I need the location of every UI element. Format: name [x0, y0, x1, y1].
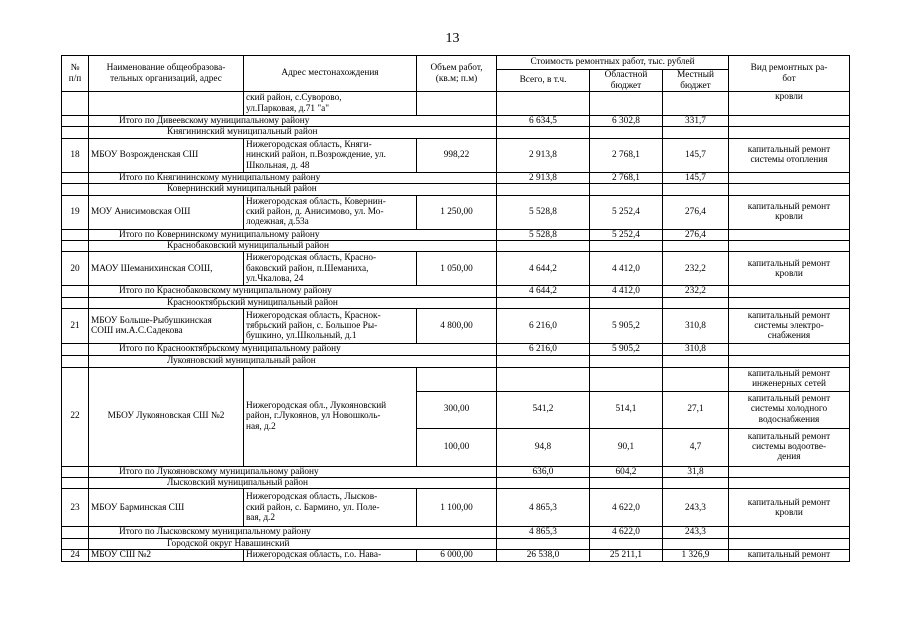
cell-local: 27,1	[663, 391, 729, 428]
cell-work-type: капитальный ремонт системы холодного водоснабжения	[729, 391, 850, 428]
cell-regional: 6 302,8	[590, 116, 663, 127]
cell-local: 276,4	[663, 195, 729, 229]
district-header-row	[62, 241, 850, 252]
table-row	[62, 195, 850, 229]
total-label: Итого по Краснооктябрьскому муниципальному району	[89, 344, 497, 355]
table-row	[62, 138, 850, 172]
header-volume: Объем работ, (кв.м; п.м)	[417, 56, 497, 92]
cell-volume: 100,00	[417, 428, 497, 466]
cell-regional: 4 622,0	[590, 527, 663, 538]
district-header-row	[62, 127, 850, 138]
district-header-row	[62, 355, 850, 367]
cell-local: 310,8	[663, 344, 729, 355]
cell-address: Нижегородская область, Ковернин- ский район, д. Анисимово, ул. Мо- лодежная, д.53а	[244, 195, 417, 229]
cell-total: 6 216,0	[497, 344, 590, 355]
cell-local: 276,4	[663, 229, 729, 240]
cell-num: 21	[62, 309, 89, 344]
cell-local: 1 326,9	[663, 550, 729, 561]
cell-volume: 300,00	[417, 391, 497, 428]
total-label: Итого по Дивеевскому муниципальному району	[89, 116, 497, 127]
total-label: Итого по Княгининскому муниципальному району	[89, 172, 497, 183]
cell-regional: 4 412,0	[590, 286, 663, 297]
cell-org: МОУ Анисимовская ОШ	[89, 195, 244, 229]
cell-num: 19	[62, 195, 89, 229]
cell-regional: 5 252,4	[590, 195, 663, 229]
cell-volume: 1 100,00	[417, 489, 497, 527]
total-label: Итого по Ковернинскому муниципальному району	[89, 229, 497, 240]
cell-work-type: капитальный ремонт инженерных сетей	[729, 367, 850, 391]
cell-local: 145,7	[663, 138, 729, 172]
cell-total: 4 865,3	[497, 489, 590, 527]
cell-volume: 1 050,00	[417, 252, 497, 286]
cell-address: ский район, с.Суворово, ул.Парковая, д.71 "а"	[244, 92, 417, 116]
header-total: Всего, в т.ч.	[497, 70, 590, 92]
cell-address: Нижегородская область, Лысков- ский район, с. Бармино, ул. Поле- вая, д.2	[244, 489, 417, 527]
cell-total: 541,2	[497, 391, 590, 428]
header-address: Адрес местонахождения	[244, 56, 417, 92]
district-total-row	[62, 172, 850, 183]
header-regional: Областной бюджет	[590, 70, 663, 92]
cell-local: 243,3	[663, 489, 729, 527]
district-total-row	[62, 527, 850, 538]
cell-total: 2 913,8	[497, 172, 590, 183]
cell-org: МАОУ Шеманихинская СОШ,	[89, 252, 244, 286]
cell-regional: 4 622,0	[590, 489, 663, 527]
cell-org: МБОУ СШ №2	[89, 550, 244, 561]
cell-regional: 2 768,1	[590, 172, 663, 183]
cell-work-type: капитальный ремонт кровли	[729, 489, 850, 527]
cell-regional: 25 211,1	[590, 550, 663, 561]
cell-total: 636,0	[497, 466, 590, 477]
district-total-row	[62, 286, 850, 297]
total-label: Итого по Лукояновскому муниципальному району	[89, 466, 497, 477]
table-row	[62, 252, 850, 286]
cell-num: 20	[62, 252, 89, 286]
cell-regional: 514,1	[590, 391, 663, 428]
cell-org: МБОУ Больше-Рыбушкинская СОШ им.А.С.Садекова	[89, 309, 244, 344]
table-row	[62, 489, 850, 527]
district-header-row	[62, 538, 850, 549]
cell-local: 4,7	[663, 428, 729, 466]
cell-org: МБОУ Барминская СШ	[89, 489, 244, 527]
total-label: Итого по Краснобаковскому муниципальному району	[89, 286, 497, 297]
cell-volume: 4 800,00	[417, 309, 497, 344]
district-name: Краснооктябрьский муниципальный район	[89, 297, 497, 308]
table-header-row	[62, 56, 850, 70]
cell-total: 4 644,2	[497, 286, 590, 297]
cell-regional: 5 905,2	[590, 309, 663, 344]
header-work-type: Вид ремонтных ра- бот	[729, 56, 850, 92]
cell-num: 24	[62, 550, 89, 561]
cell-org: МБОУ Возрожденская СШ	[89, 138, 244, 172]
cell-num: 23	[62, 489, 89, 527]
table-row	[62, 367, 850, 391]
cell-regional: 5 252,4	[590, 229, 663, 240]
total-label: Итого по Лысковскому муниципальному району	[89, 527, 497, 538]
table-row	[62, 309, 850, 344]
cell-work-type: капитальный ремонт системы отопления	[729, 138, 850, 172]
table-row	[62, 92, 850, 116]
cell-total: 26 538,0	[497, 550, 590, 561]
district-name: Княгининский муниципальный район	[89, 127, 497, 138]
cell-total: 4 865,3	[497, 527, 590, 538]
cell-total: 6 216,0	[497, 309, 590, 344]
cell-volume: 1 250,00	[417, 195, 497, 229]
cell-total: 4 644,2	[497, 252, 590, 286]
cell-address: Нижегородская область, г.о. Нава-	[244, 550, 417, 561]
cell-local: 331,7	[663, 116, 729, 127]
district-total-row	[62, 229, 850, 240]
cell-org: МБОУ Лукояновская СШ №2	[89, 367, 244, 466]
district-total-row	[62, 116, 850, 127]
cell-address: Нижегородская область, Краснок- тябрьский район, с. Большое Ры- бушкино, ул.Школьный, д.1	[244, 309, 417, 344]
cell-local: 145,7	[663, 172, 729, 183]
cell-regional: 5 905,2	[590, 344, 663, 355]
cell-local: 232,2	[663, 286, 729, 297]
repair-works-table	[61, 55, 850, 562]
cell-local: 31,8	[663, 466, 729, 477]
cell-total: 5 528,8	[497, 229, 590, 240]
cell-local: 232,2	[663, 252, 729, 286]
district-name: Лукояновский муниципальный район	[89, 355, 497, 367]
cell-regional: 4 412,0	[590, 252, 663, 286]
cell-regional: 2 768,1	[590, 138, 663, 172]
cell-work-type: капитальный ремонт системы электро- снабжения	[729, 309, 850, 344]
cell-regional: 90,1	[590, 428, 663, 466]
district-name: Краснобаковский муниципальный район	[89, 241, 497, 252]
cell-volume: 998,22	[417, 138, 497, 172]
cell-address: Нижегородская область, Красно- баковский район, п.Шеманиха, ул.Чкалова, 24	[244, 252, 417, 286]
header-num: № п/п	[62, 56, 89, 92]
cell-local: 243,3	[663, 527, 729, 538]
page-number: 13	[445, 31, 460, 46]
cell-work-type: капитальный ремонт кровли	[729, 252, 850, 286]
cell-local: 310,8	[663, 309, 729, 344]
cell-total: 5 528,8	[497, 195, 590, 229]
cell-address: Нижегородская обл., Лукояновский район, г.Лукоянов, ул Новошколь- ная, д.2	[244, 367, 417, 466]
district-total-row	[62, 466, 850, 477]
table-row	[62, 550, 850, 561]
district-name: Лысковский муниципальный район	[89, 478, 497, 489]
header-local: Местный бюджет	[663, 70, 729, 92]
cell-regional: 604,2	[590, 466, 663, 477]
cell-address: Нижегородская область, Княги- нинский район, п.Возрождение, ул. Школьная, д. 48	[244, 138, 417, 172]
district-total-row	[62, 344, 850, 355]
cell-work-type: кровли	[729, 92, 850, 116]
cell-total: 6 634,5	[497, 116, 590, 127]
cell-volume: 6 000,00	[417, 550, 497, 561]
district-header-row	[62, 184, 850, 195]
cell-work-type: капитальный ремонт кровли	[729, 195, 850, 229]
cell-total: 94,8	[497, 428, 590, 466]
cell-work-type: капитальный ремонт системы водоотве- дения	[729, 428, 850, 466]
header-cost: Стоимость ремонтных работ, тыс. рублей	[497, 56, 729, 70]
cell-total: 2 913,8	[497, 138, 590, 172]
district-name: Ковернинский муниципальный район	[89, 184, 497, 195]
district-name: Городской округ Навашинский	[89, 538, 497, 549]
header-org: Наименование общеобразова- тельных организаций, адрес	[89, 56, 244, 92]
district-header-row	[62, 478, 850, 489]
cell-work-type: капитальный ремонт	[729, 550, 850, 561]
district-header-row	[62, 297, 850, 308]
cell-num: 18	[62, 138, 89, 172]
cell-num: 22	[62, 367, 89, 466]
